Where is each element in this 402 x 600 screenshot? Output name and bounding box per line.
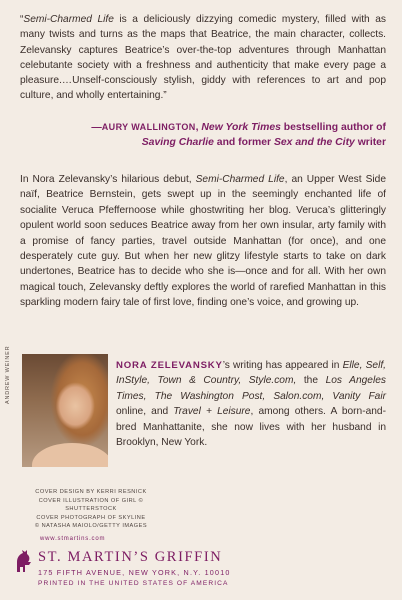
bio-publications-2: Los Angeles Times, The Washington Post, Salon.com, Vanity Fair xyxy=(116,375,386,402)
printed-in: PRINTED IN THE UNITED STATES OF AMERICA xyxy=(38,580,229,587)
attribution-show: Sex and the City xyxy=(273,137,355,149)
synopsis-part-2: , an Upper West Side naïf, Beatrice Bernstein, gets swept up in the seemingly enchanted life of socialite Veruca Pfeffernoose while ghostwriting her blog. Veruca’s glitteringly opulent world soon seduces Beatrice away from her own insular, arty family with a promise of fancy parties, travel outside Manhattan (for once), and one desperately cute guy. But when her new glitzy lifestyle starts to take on dark undertones, Beatrice has to decide who she is—once and for all. With her own magical touch, Zelevansky deftly explores the world of rarefied Manhattan in this sparkling modern fairy tale of first love, finding one’s voice, and growing up. xyxy=(20,174,386,309)
review-blurb xyxy=(20,12,386,104)
attribution-publication: New York Times xyxy=(201,122,281,133)
bio-publications-1: Elle, Self, InStyle, Town & Country, Style.com, xyxy=(116,360,386,387)
credit-line: COVER PHOTOGRAPH OF SKYLINE xyxy=(36,514,146,521)
credit-line: COVER ILLUSTRATION OF GIRL © SHUTTERSTOCK xyxy=(38,497,144,513)
publisher-name: ST. MARTIN’S GRIFFIN xyxy=(38,549,223,565)
bio-text-4: , among others. A born-and-bred Manhattanite, she now lives with her husband in Brooklyn, New York. xyxy=(116,406,386,449)
bio-text-1: ’s writing has appeared in xyxy=(222,360,343,371)
griffin-logo-icon xyxy=(13,548,33,574)
attribution-rest2: and former xyxy=(213,137,274,149)
publisher-website[interactable]: www.stmartins.com xyxy=(40,536,106,542)
blurb-attribution xyxy=(46,120,386,151)
attribution-dash: — xyxy=(91,122,102,133)
author-bio xyxy=(116,358,386,450)
author-name: NORA ZELEVANSKY xyxy=(116,360,223,371)
author-photo-shoulder xyxy=(32,443,108,467)
bio-text-3: online, and xyxy=(116,406,174,418)
credit-line: © NATASHA MAIOLO/GETTY IMAGES xyxy=(34,523,148,530)
synopsis xyxy=(20,172,386,311)
bio-text-2: the xyxy=(296,375,326,387)
photo-credit: ANDREW WEINER xyxy=(5,345,11,404)
synopsis-part-1: In Nora Zelevansky’s hilarious debut, xyxy=(20,174,196,185)
attribution-rest3: writer xyxy=(354,137,386,149)
author-photo xyxy=(22,354,108,467)
blurb-text: is a deliciously dizzying comedic mystery, filled with as many twists and turns as the maps that Beatrice, the main character, collects. Zelevansky captures Beatrice’s over-the-top adventures through Manhattan celebutante society with a freshness and authenticity that make every page a pleasure.…Unself-consciously stylish, giddy with references to art and pop culture, and wholly entertaining.” xyxy=(20,14,386,102)
blurb-open-quote: “ xyxy=(20,14,24,25)
credit-line: COVER DESIGN BY KERRI RESNICK xyxy=(35,489,147,495)
publisher-address: 175 FIFTH AVENUE, NEW YORK, N.Y. 10010 xyxy=(38,568,231,577)
attribution-name: AURY WALLINGTON xyxy=(101,122,196,132)
synopsis-book-title: Semi-Charmed Life xyxy=(195,174,285,185)
bio-publications-3: Travel + Leisure xyxy=(173,406,251,418)
cover-credits xyxy=(16,488,166,531)
attribution-book: Saving Charlie xyxy=(141,137,214,149)
attribution-rest: bestselling author of xyxy=(280,122,386,133)
blurb-book-title: Semi-Charmed Life xyxy=(23,14,114,25)
attribution-sep: , xyxy=(195,122,202,133)
